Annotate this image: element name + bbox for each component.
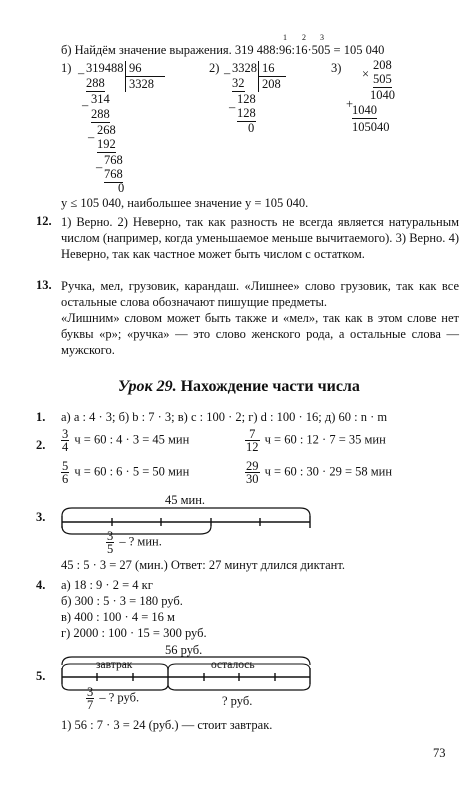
fraction: $\frac{3}{5}$ [107, 529, 114, 556]
page-number: 73 [433, 746, 446, 760]
diagram-5-bottom-label-2: ? руб. [222, 694, 253, 708]
task-b-line: б) Найдём значение выражения. 319 488:96:16·505 = 105 040 [61, 43, 385, 57]
mul-result: 105040 [352, 120, 390, 134]
diagram-5-top-label: 56 руб. [165, 643, 203, 657]
exercise-2-item: $\frac{29}{30}$ ч = 60 : 30 · 29 = 58 мин [246, 459, 393, 486]
div2-step: 128 [237, 106, 256, 120]
mul-partial-1: 1040 [370, 88, 395, 102]
exercise-number: 13. [36, 278, 52, 292]
fraction: $\frac{29}{30}$ [246, 459, 259, 486]
mul-a: 208 [373, 58, 392, 72]
exercise-1-text: а) a : 4 · 3; б) b : 7 · 3; в) c : 100 · 2; г) d : 100 · 16; д) 60 : n · m [61, 410, 388, 424]
diagram-3-top-label: 45 мин. [165, 493, 206, 507]
conclusion-line: y ≤ 105 040, наибольшее значение y = 105 040. [61, 196, 309, 210]
fraction: $\frac{5}{6}$ [62, 459, 69, 486]
mul-partial-2: 1040 [352, 103, 377, 117]
exercise-4-line: б) 300 : 5 · 3 = 180 руб. [61, 594, 183, 608]
exercise-number: 2. [36, 438, 46, 452]
exercise-5-answer: 1) 56 : 7 · 3 = 24 (руб.) — стоит завтрак. [61, 718, 273, 732]
div1-minus: – [88, 130, 95, 144]
exercise-number: 1. [36, 410, 46, 424]
div2-step: 0 [248, 121, 255, 135]
exercise-3-answer: 45 : 5 · 3 = 27 (мин.) Ответ: 27 минут длился диктант. [61, 558, 346, 572]
div1-quotient: 3328 [125, 76, 165, 92]
div2-dividend: 3328 [232, 61, 257, 75]
exercise-2-item: $\frac{5}{6}$ ч = 60 : 6 · 5 = 50 мин [62, 459, 190, 486]
div1-minus: – [82, 98, 89, 112]
exercise-number: 4. [36, 578, 46, 592]
fraction: $\frac{3}{7}$ [87, 685, 94, 712]
div1-step: 192 [97, 137, 116, 151]
exercise-number: 12. [36, 214, 52, 228]
exercise-4-line: в) 400 : 100 · 4 = 16 м [61, 610, 175, 624]
lesson-topic: Нахождение части числа [176, 378, 360, 395]
exercise-4-line: г) 2000 : 100 · 15 = 300 руб. [61, 626, 207, 640]
order-mark-2: 2 [302, 33, 306, 42]
mul-label: 3) [331, 61, 342, 75]
fraction: $\frac{3}{4}$ [62, 427, 69, 454]
div2-step: 128 [237, 92, 256, 106]
diagram-5-bottom-label-1: $\frac{3}{7}$ – ? руб. [87, 685, 140, 712]
div1-step: 768 [104, 153, 123, 167]
exercise-number: 3. [36, 510, 46, 524]
diagram-5-segment-1-label: завтрак [96, 659, 133, 671]
div2-quotient: 208 [258, 76, 286, 92]
exercise-4-line: а) 18 : 9 · 2 = 4 кг [61, 578, 153, 592]
exercise-2-item: $\frac{7}{12}$ ч = 60 : 12 · 7 = 35 мин [246, 427, 386, 454]
div1-step: 288 [86, 76, 105, 90]
div1-minus: – [78, 66, 85, 80]
div1-step: 268 [97, 123, 116, 137]
div1-label: 1) [61, 61, 72, 75]
order-mark-3: 3 [320, 33, 324, 42]
top-brace [62, 508, 310, 516]
mul-sign: × [362, 67, 370, 81]
div2-minus: – [224, 66, 231, 80]
exercise-12-text: 1) Верно. 2) Неверно, так как разность не всегда является натуральным числом (например, когда уменьшаемое меньше вычитаемого). 3) Верно. 4) Неверно, так как частное может быть числом с остатком. [61, 215, 459, 261]
exercise-2-item: $\frac{3}{4}$ ч = 60 : 4 · 3 = 45 мин [62, 427, 190, 454]
fraction: $\frac{7}{12}$ [246, 427, 259, 454]
exercise-13-text-1: Ручка, мел, грузовик, карандаш. «Лишнее» слово грузовик, так как все остальные слова обозначают пишущие предметы. [61, 279, 459, 309]
bottom-brace-5b [168, 684, 310, 690]
order-mark-1: 1 [283, 33, 287, 42]
exercise-number: 5. [36, 669, 46, 683]
div1-dividend: 319488 [86, 61, 124, 75]
div1-minus: – [96, 160, 103, 174]
div1-step: 314 [91, 92, 110, 106]
mul-b: 505 [373, 72, 392, 86]
mul-plus: + [346, 97, 354, 111]
div1-divisor: 96 [125, 61, 142, 89]
div1-step: 288 [91, 107, 110, 121]
div2-minus: – [229, 100, 236, 114]
exercise-13-text-2: «Лишним» словом может быть также и «мел», так как в этом слове нет буквы «р»; «ручка» — это слово женского рода, а остальные слова — мужского. [61, 311, 459, 357]
lesson-title [118, 378, 360, 396]
div1-step: 768 [104, 167, 123, 181]
div1-step: 0 [118, 181, 125, 195]
div2-step: 32 [232, 76, 245, 90]
diagram-5-segment-2-label: осталось [211, 659, 255, 671]
div2-label: 2) [209, 61, 220, 75]
div2-divisor: 16 [258, 61, 275, 89]
lesson-number: Урок 29. [118, 378, 177, 395]
diagram-3-bottom-label: $\frac{3}{5}$ – ? мин. [107, 529, 162, 556]
